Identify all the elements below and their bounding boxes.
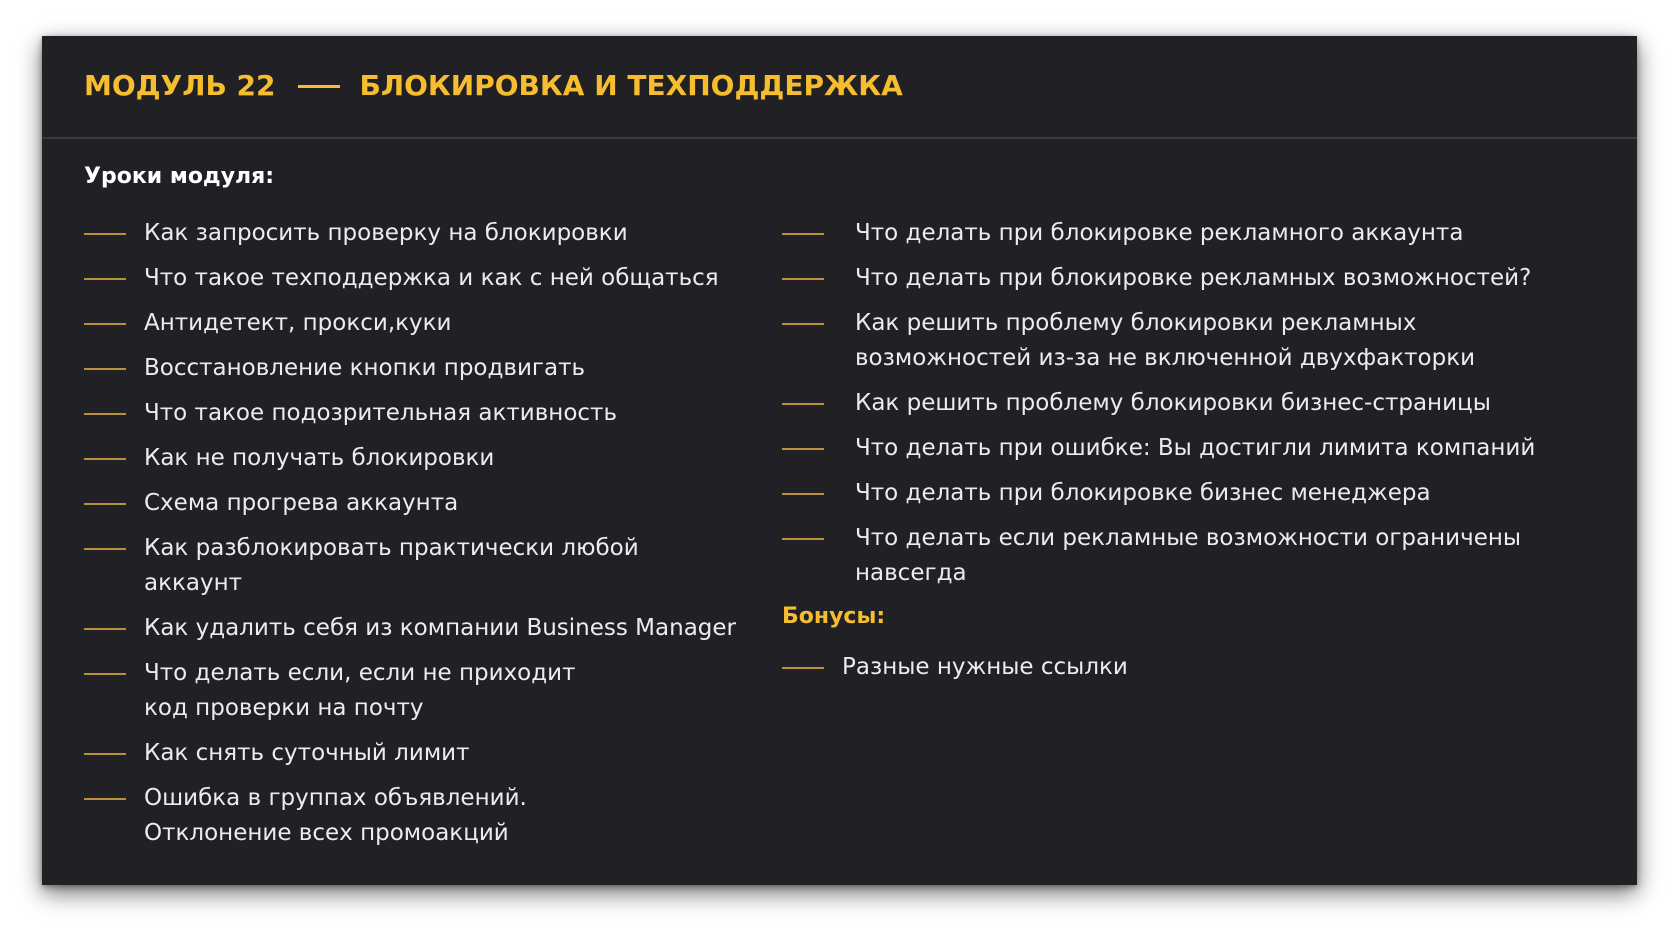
lesson-title: Как удалить себя из компании Business Manager (144, 615, 737, 641)
module-name: БЛОКИРОВКА И ТЕХПОДДЕРЖКА (359, 69, 903, 102)
bullet-dash (782, 233, 824, 235)
bullet-dash (84, 548, 126, 550)
bullet-dash (782, 403, 824, 405)
lesson-item (782, 386, 1632, 421)
bonus-title: Разные нужные ссылки (842, 654, 1128, 680)
lesson-title: Что делать если рекламные возможности ограничены навсегда (855, 525, 1522, 586)
module-number: МОДУЛЬ 22 (84, 69, 276, 102)
lesson-title: Ошибка в группах объявлений. Отклонение всех промоакций (144, 785, 527, 846)
bullet-dash (782, 667, 824, 669)
bullet-dash (84, 503, 126, 505)
lessons-list-left (84, 216, 744, 861)
lesson-title: Как разблокировать практически любой аккаунт (144, 535, 639, 596)
bullet-dash (782, 278, 824, 280)
bonus-item (782, 650, 1128, 685)
lesson-item (782, 306, 1632, 376)
bonus-heading: Бонусы: (782, 604, 886, 629)
lesson-title: Что такое подозрительная активность (144, 400, 618, 426)
lesson-item (782, 261, 1632, 296)
bullet-dash (84, 413, 126, 415)
lesson-title: Как решить проблему блокировки бизнес-страницы (855, 390, 1491, 416)
bullet-dash (84, 798, 126, 800)
lesson-item (84, 396, 744, 431)
bullet-dash (84, 323, 126, 325)
lessons-heading: Уроки модуля: (84, 164, 275, 189)
lesson-item (84, 351, 744, 386)
bullet-dash (782, 538, 824, 540)
lesson-item (84, 306, 744, 341)
bullet-dash (782, 448, 824, 450)
lesson-item (84, 486, 744, 521)
bullet-dash (84, 673, 126, 675)
lesson-title: Что делать при блокировке рекламного аккаунта (855, 220, 1464, 246)
bullet-dash (84, 458, 126, 460)
module-title (84, 69, 903, 102)
bullet-dash (84, 753, 126, 755)
bullet-dash (84, 368, 126, 370)
bullet-dash (782, 323, 824, 325)
lesson-item (84, 736, 744, 771)
lesson-title: Что делать при ошибке: Вы достигли лимита компаний (855, 435, 1536, 461)
lesson-item (84, 611, 744, 646)
bullet-dash (84, 628, 126, 630)
lesson-title: Что делать при блокировке бизнес менеджера (855, 480, 1431, 506)
lesson-title: Что делать при блокировке рекламных возможностей? (855, 265, 1532, 291)
lesson-item (782, 431, 1632, 466)
lesson-item (84, 261, 744, 296)
lesson-item (782, 521, 1632, 591)
lessons-list-right (782, 216, 1632, 601)
lesson-item (84, 216, 744, 251)
lesson-title: Что делать если, если не приходит код проверки на почту (144, 660, 576, 721)
lesson-title: Как не получать блокировки (144, 445, 495, 471)
bullet-dash (84, 233, 126, 235)
lesson-title: Как решить проблему блокировки рекламных возможностей из-за не включенной двухфакторки (855, 310, 1476, 371)
lesson-item (84, 781, 744, 851)
module-card (42, 36, 1637, 885)
lesson-title: Схема прогрева аккаунта (144, 490, 459, 516)
lesson-title: Восстановление кнопки продвигать (144, 355, 586, 381)
bullet-dash (782, 493, 824, 495)
lesson-title: Как снять суточный лимит (144, 740, 470, 766)
lesson-item (782, 476, 1632, 511)
module-header (42, 36, 1637, 139)
lesson-item (84, 656, 744, 726)
lesson-item (84, 531, 744, 601)
lesson-title: Как запросить проверку на блокировки (144, 220, 628, 246)
bullet-dash (84, 278, 126, 280)
bonus-list (782, 650, 1128, 695)
lesson-item (84, 441, 744, 476)
lesson-item (782, 216, 1632, 251)
lesson-title: Антидетект, прокси,куки (144, 310, 452, 336)
lesson-title: Что такое техподдержка и как с ней общаться (144, 265, 719, 291)
title-dash (298, 85, 340, 88)
